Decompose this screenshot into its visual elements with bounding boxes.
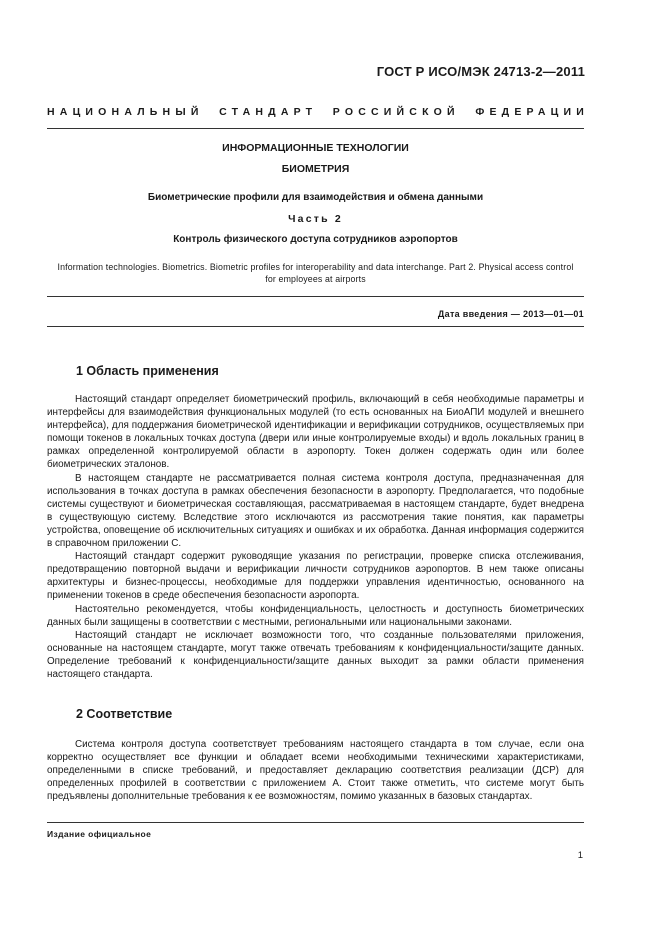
- section-1-heading: 1 Область применения: [76, 364, 219, 378]
- paragraph: В настоящем стандарте не рассматривается полная система контроля доступа, предназначенная для использования в точках доступа в рамках обеспечения безопасности в аэропорту. Предполагается, что подобные системы существуют и биометрическая составляющая, рассматриваемая в настоящем стандарте, будет внедрена в существующую систему. Вследствие этого исключаются из рассмотрения такие понятия, как параметры устройства, оповещение об исключительных ситуациях и ошибках и их обработка. Данная информация содержится в справочном приложении С.: [47, 472, 584, 550]
- section-2-heading: 2 Соответствие: [76, 707, 173, 721]
- edition-note: Издание официальное: [47, 829, 152, 839]
- title-part-name: Контроль физического доступа сотрудников аэропортов: [173, 234, 458, 245]
- standard-code: ГОСТ Р ИСО/МЭК 24713-2—2011: [376, 64, 585, 79]
- national-standard-banner: [47, 106, 589, 118]
- title-profiles: Биометрические профили для взаимодействия и обмена данными: [147, 192, 484, 203]
- banner-word-4: ФЕДЕРАЦИИ: [475, 106, 589, 118]
- title-sub: БИОМЕТРИЯ: [281, 163, 350, 175]
- intro-date: Дата введения — 2013—01—01: [437, 309, 584, 319]
- title-part: Часть 2: [288, 213, 343, 225]
- page-number: 1: [577, 850, 583, 861]
- date-divider: [47, 326, 584, 327]
- paragraph: Настоятельно рекомендуется, чтобы конфиденциальность, целостность и доступность биометрических данных были защищены в соответствии с местными, региональными или национальными законами.: [47, 603, 584, 628]
- section-2-body: [47, 738, 584, 803]
- top-divider: [47, 128, 584, 129]
- paragraph: Система контроля доступа соответствует требованиям настоящего стандарта в том случае, если она корректно осуществляет все функции и обладает всеми необходимыми техническими характеристиками, определенными в списке требований, и предоставляет декларацию соответствия реализации (ДСР) для определенных профилей в соответствии с приложением А. Стоит также отметить, что системе могут быть предъявлены дополнительные требования к ее возможностям, помимо указанных в базовых стандартах.: [47, 739, 584, 803]
- paragraph: Настоящий стандарт содержит руководящие указания по регистрации, проверке списка отслеживания, предотвращению повторной выдачи и верификации личности сотрудников аэропортов. В нем также описаны архитектуры и бизнес-процессы, необходимые для поддержки управления идентичностью, основанного на применении токенов в среде обеспечения безопасности аэропорта.: [47, 551, 584, 602]
- banner-word-1: НАЦИОНАЛЬНЫЙ: [47, 106, 204, 118]
- title-main: ИНФОРМАЦИОННЫЕ ТЕХНОЛОГИИ: [222, 142, 409, 154]
- banner-word-2: СТАНДАРТ: [219, 106, 318, 118]
- banner-word-3: РОССИЙСКОЙ: [332, 106, 460, 118]
- paragraph: Настоящий стандарт определяет биометрический профиль, включающий в себя необходимые параметры и интерфейсы для взаимодействия функциональных модулей (то есть основанных на БиоАПИ модулей и внешнего интерфейса), для поддержания биометрической идентификации и верификации сотрудников, осуществляемых при помощи токенов в локальных точках доступа (двери или иные контролируемые входы) и вдоль локальных границ в рамках определенной контролируемой области в аэропорту. Токен должен содержать один или более биометрических эталонов.: [47, 394, 584, 471]
- section-1-body: [47, 393, 584, 681]
- title-divider: [47, 296, 584, 297]
- footer-divider: [47, 822, 584, 823]
- title-english: Information technologies. Biometrics. Biometric profiles for interoperability and data interchange. Part 2. Physical access control for employees at airports: [57, 262, 574, 285]
- paragraph: Настоящий стандарт не исключает возможности того, что созданные пользователями приложения, основанные на настоящем стандарте, могут также отвечать требованиям к конфиденциальности/защите данных. Определение требований к конфиденциальности/защите данных выходит за рамки области применения настоящего стандарта.: [47, 629, 584, 680]
